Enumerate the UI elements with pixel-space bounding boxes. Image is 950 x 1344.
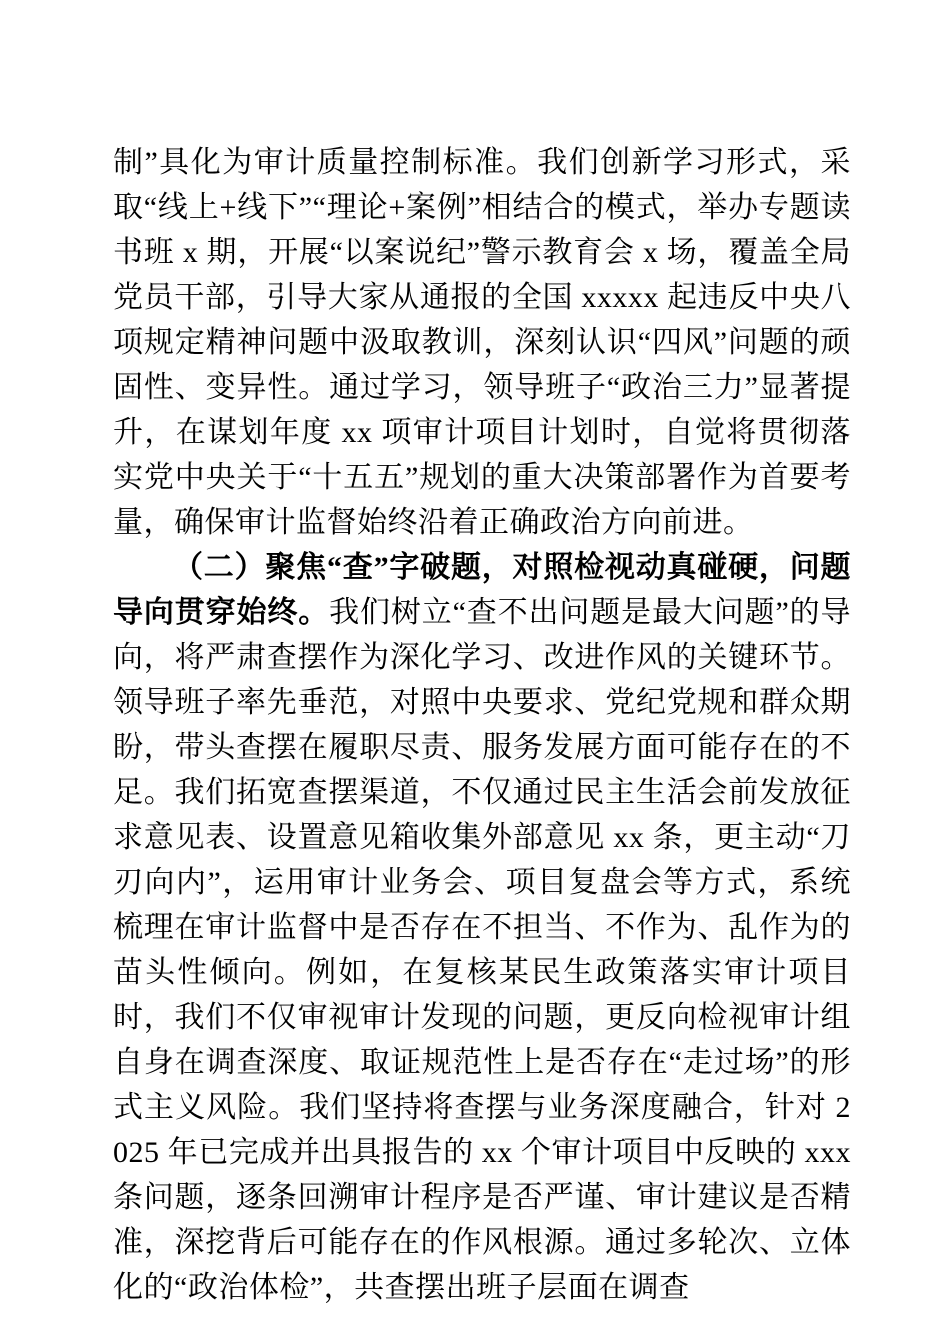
section-two-paragraph (113, 545, 851, 1310)
section-two-body-text: 我们树立“查不出问题是最大问题”的导向，将严肃查摆作为深化学习、改进作风的关键环节。领导班子率先垂范，对照中央要求、党纪党规和群众期盼，带头查摆在履职尽责、服务发展方面可能存在的不足。我们拓宽查摆渠道，不仅通过民主生活会前发放征求意见表、设置意见箱收集外部意见 xx 条，更主动“刀刃向内”，运用审计业务会、项目复盘会等方式，系统梳理在审计监督中是否存在不担当、不作为、乱作为的苗头性倾向。例如，在复核某民生政策落实审计项目时，我们不仅审视审计发现的问题，更反向检视审计组自身在调查深度、取证规范性上是否存在“走过场”的形式主义风险。我们坚持将查摆与业务深度融合，针对 2025 年已完成并出具报告的 xx 个审计项目中反映的 xxx 条问题，逐条回溯审计程序是否严谨、审计建议是否精准，深挖背后可能存在的作风根源。通过多轮次、立体化的“政治体检”，共查摆出班子层面在调查 (113, 596, 851, 1304)
document-body (113, 140, 851, 1310)
continuation-paragraph (113, 140, 851, 545)
section-two-heading: （二）聚焦“查”字破题，对照检视动真碰硬，问题导向贯穿始终。 (113, 551, 851, 629)
continuation-paragraph-text: 制”具化为审计质量控制标准。我们创新学习形式，采取“线上+线下”“理论+案例”相结合的模式，举办专题读书班 x 期，开展“以案说纪”警示教育会 x 场，覆盖全局党员干部，引导大家从通报的全国 xxxxx 起违反中央八项规定精神问题中汲取教训，深刻认识“四风”问题的顽固性、变异性。通过学习，领导班子“政治三力”显著提升，在谋划年度 xx 项审计项目计划时，自觉将贯彻落实党中央关于“十五五”规划的重大决策部署作为首要考量，确保审计监督始终沿着正确政治方向前进。 (113, 146, 851, 539)
